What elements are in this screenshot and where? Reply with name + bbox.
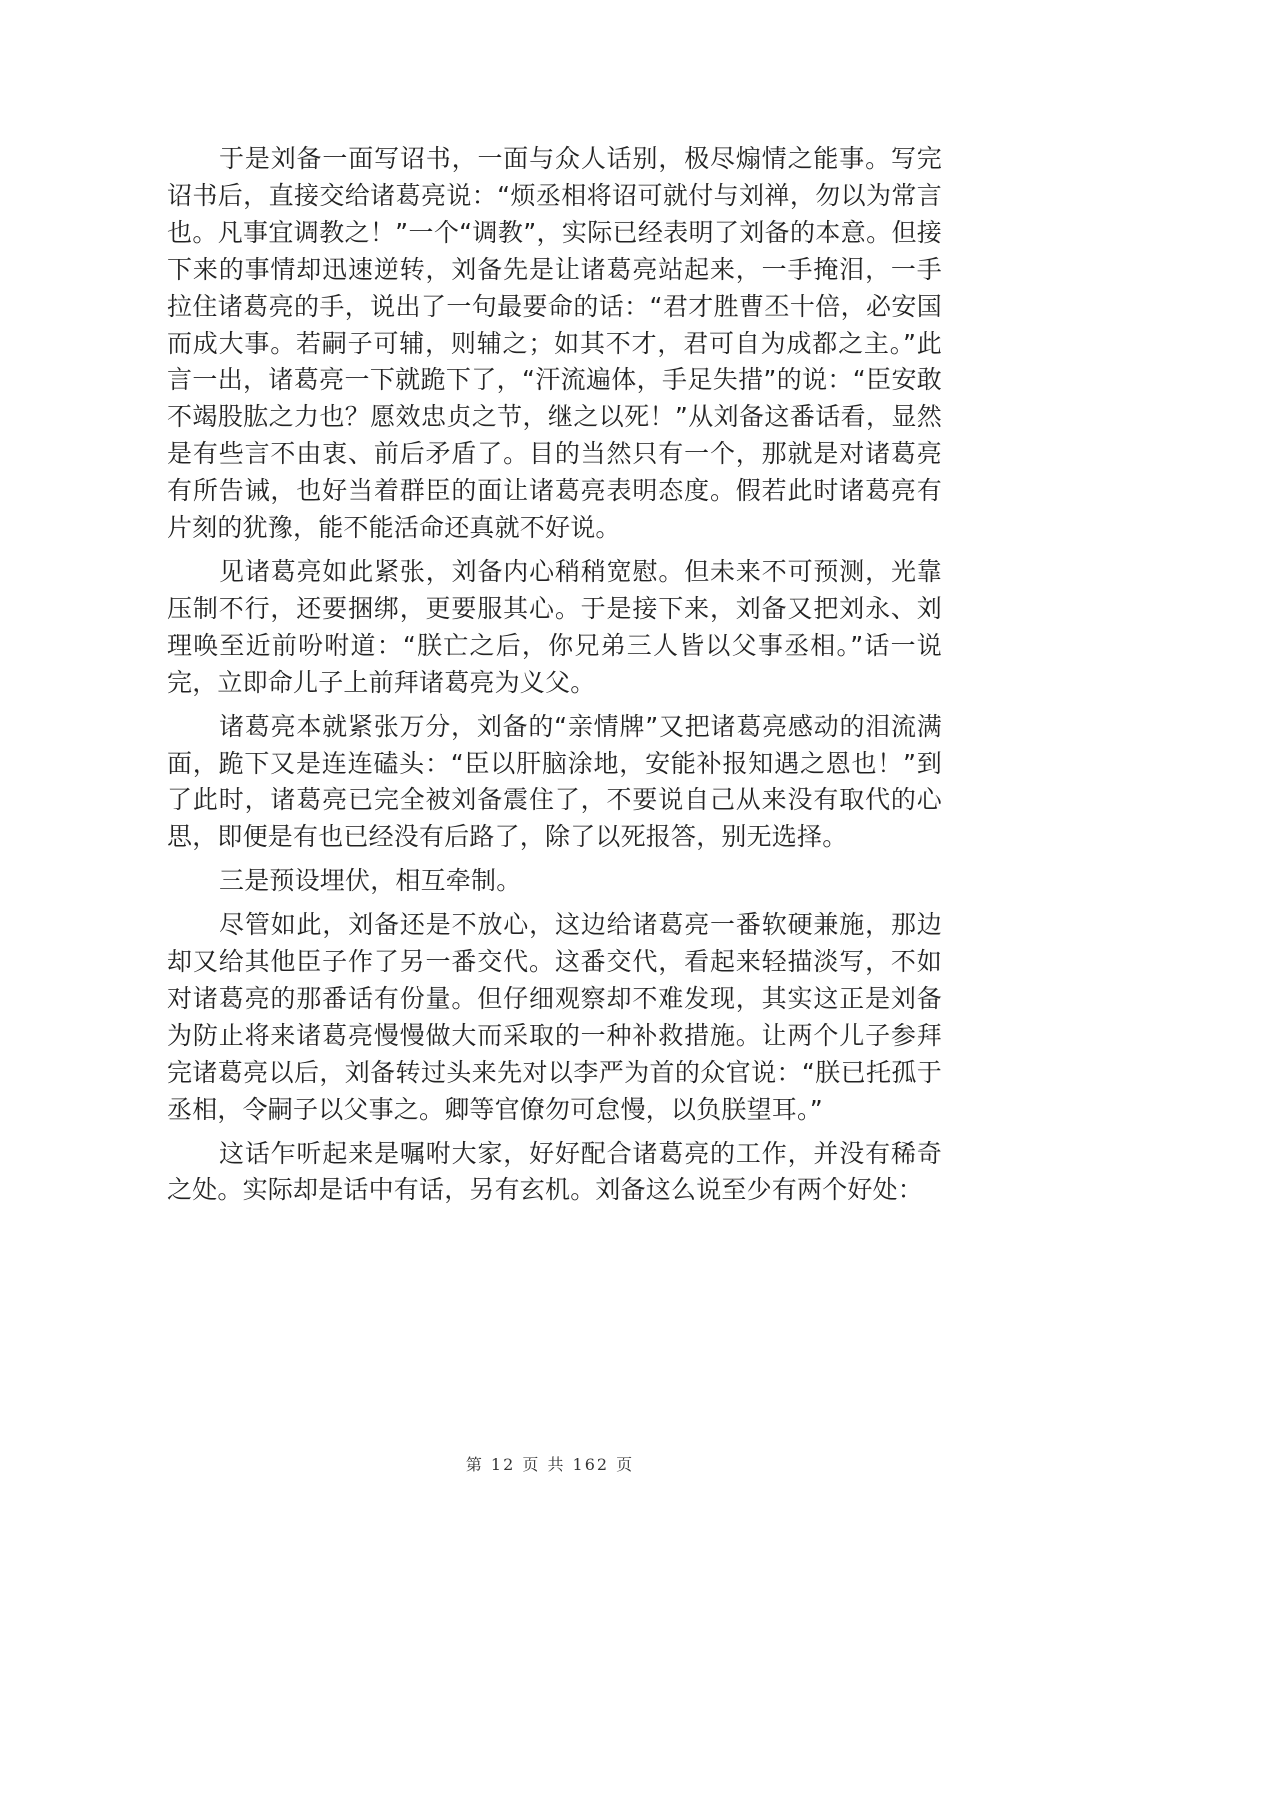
paragraph-4-heading: 三是预设埋伏，相互牵制。 (219, 866, 522, 896)
paragraph-5: 尽管如此，刘备还是不放心，这边给诸葛亮一番软硬兼施，那边却又给其他臣子作了另一番交代。这番交代，看起来轻描淡写，不如对诸葛亮的那番话有份量。但仔细观察却不难发现，其实这正是刘备为防止将来诸葛亮慢慢做大而采取的一种补救措施。让两个儿子参拜完诸葛亮以后，刘备转过头来先对以李严为首的众官说：“朕已托孤于丞相，令嗣子以父事之。卿等官僚勿可怠慢，以负朕望耳。” (167, 910, 942, 1124)
paragraph-6: 这话乍听起来是嘱咐大家，好好配合诸葛亮的工作，并没有稀奇之处。实际却是话中有话，另有玄机。刘备这么说至少有两个好处： (167, 1138, 942, 1205)
paragraph-2: 见诸葛亮如此紧张，刘备内心稍稍宽慰。但未来不可预测，光靠压制不行，还要捆绑，更要服其心。于是接下来，刘备又把刘永、刘理唤至近前吩咐道：“朕亡之后，你兄弟三人皆以父事丞相。”话一说完，立即命儿子上前拜诸葛亮为义父。 (167, 556, 942, 697)
paragraph-3: 诸葛亮本就紧张万分，刘备的“亲情牌”又把诸葛亮感动的泪流满面，跪下又是连连磕头：“臣以肝脑涂地，安能补报知遇之恩也！”到了此时，诸葛亮已完全被刘备震住了，不要说自己从来没有取代的心思，即便是有也已经没有后路了，除了以死报答，别无选择。 (167, 711, 942, 852)
paragraph-1: 于是刘备一面写诏书，一面与众人话别，极尽煽情之能事。写完诏书后，直接交给诸葛亮说：“烦丞相将诏可就付与刘禅，勿以为常言也。凡事宜调教之！”一个“调教”，实际已经表明了刘备的本意。但接下来的事情却迅速逆转，刘备先是让诸葛亮站起来，一手掩泪，一手拉住诸葛亮的手，说出了一句最要命的话：“君才胜曹丕十倍，必安国而成大事。若嗣子可辅，则辅之；如其不才，君可自为成都之主。”此言一出，诸葛亮一下就跪下了，“汗流遍体，手足失措”的说：“臣安敢不竭股肱之力也？愿效忠贞之节，继之以死！”从刘备这番话看，显然是有些言不由衷、前后矛盾了。目的当然只有一个，那就是对诸葛亮有所告诫，也好当着群臣的面让诸葛亮表明态度。假若此时诸葛亮有片刻的犹豫，能不能活命还真就不好说。 (167, 144, 942, 543)
page-number-footer: 第 12 页 共 162 页 (465, 1455, 635, 1474)
document-body (167, 141, 942, 1216)
